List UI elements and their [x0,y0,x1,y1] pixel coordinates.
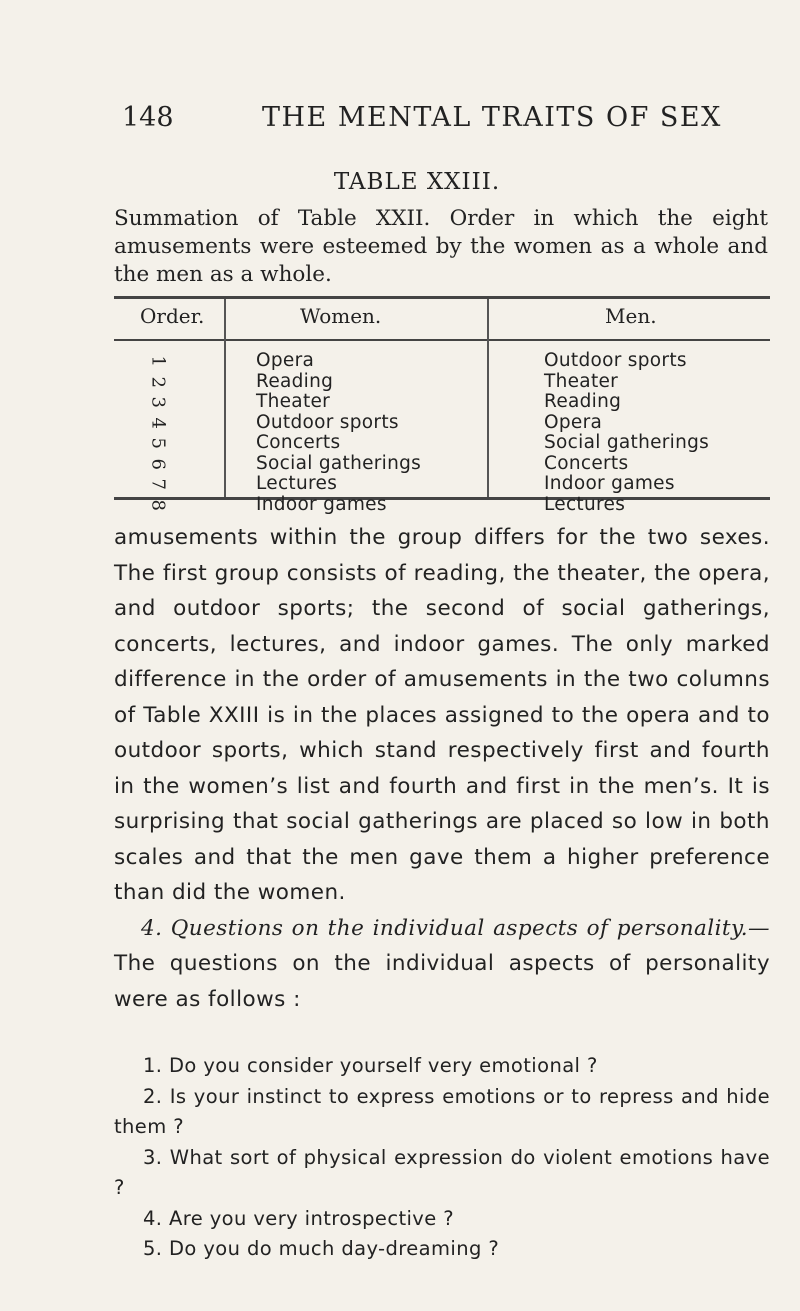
men-cell: Reading [544,391,622,412]
section-paragraph-text: The questions on the individual aspects of personality were as follows : [114,951,770,1012]
order-cell: 4 [147,417,169,429]
men-cell: Concerts [544,452,629,474]
table-row [114,413,770,434]
running-title: THE MENTAL TRAITS OF SEX [262,102,722,133]
table-header-rule [114,339,770,341]
table-row [114,454,770,475]
list-item: 5. Do you do much day-dreaming ? [143,1237,500,1260]
men-cell: Indoor games [544,473,675,494]
column-header-men: Men. [605,304,657,328]
order-cell: 3 [147,396,169,408]
list-item: 2. Is your instinct to express emotions or to repress and hide them ? [114,1084,770,1138]
table-row [114,474,770,495]
section-heading: 4. Questions on the individual aspects of personality.— [141,915,770,941]
men-cell: Opera [544,411,603,433]
table-body [114,351,770,515]
women-cell: Opera [256,350,315,371]
list-item: 4. Are you very introspective ? [143,1206,454,1230]
table-row [114,433,770,454]
table-top-rule [114,296,770,299]
table-title: TABLE XXIII. [333,169,501,195]
order-cell: 7 [147,478,169,490]
order-cell: 1 [147,355,169,367]
table-caption: Summation of Table XXII. Order in which the eight amusements were esteemed by the women as a whole and the men as a whole. [114,206,768,287]
table-row [114,351,770,372]
men-cell: Social gatherings [544,432,710,453]
women-cell: Outdoor sports [256,411,399,433]
order-cell: 6 [147,458,169,470]
women-cell: Indoor games [256,493,387,515]
women-cell: Social gatherings [256,452,422,474]
table-row [114,495,770,516]
women-cell: Lectures [256,473,338,494]
table-row [114,392,770,413]
running-head [122,102,760,142]
body-text [114,520,770,1017]
body-paragraph: amusements within the group differs for the two sexes. The first group consists of reading, the theater, the opera, and outdoor sports; the second of social gatherings, concerts, lectures, and indoor games. The only marked difference in the order of amusements in the two columns of Table XXIII is in the places assigned to the opera and to outdoor sports, which stand respectively first and fourth in the women’s list and fourth and first in the men’s. It is surprising that social gatherings are placed so low in both scales and that the men gave them a higher preference than did the women. [114,525,770,905]
table-row [114,372,770,393]
women-cell: Concerts [256,432,341,453]
column-header-order: Order. [140,304,205,328]
page-number: 148 [122,102,174,133]
men-cell: Lectures [544,493,626,515]
order-cell: 8 [147,499,169,511]
women-cell: Theater [256,391,331,412]
order-cell: 2 [147,376,169,388]
women-cell: Reading [256,370,334,392]
column-header-women: Women. [300,304,382,328]
men-cell: Outdoor sports [544,350,687,371]
list-item: 3. What sort of physical expression do violent emotions have ? [114,1145,770,1199]
men-cell: Theater [544,370,619,392]
question-list [114,1051,770,1265]
order-cell: 5 [147,437,169,449]
section-paragraph [114,911,770,1018]
list-item: 1. Do you consider yourself very emotional ? [143,1054,598,1077]
